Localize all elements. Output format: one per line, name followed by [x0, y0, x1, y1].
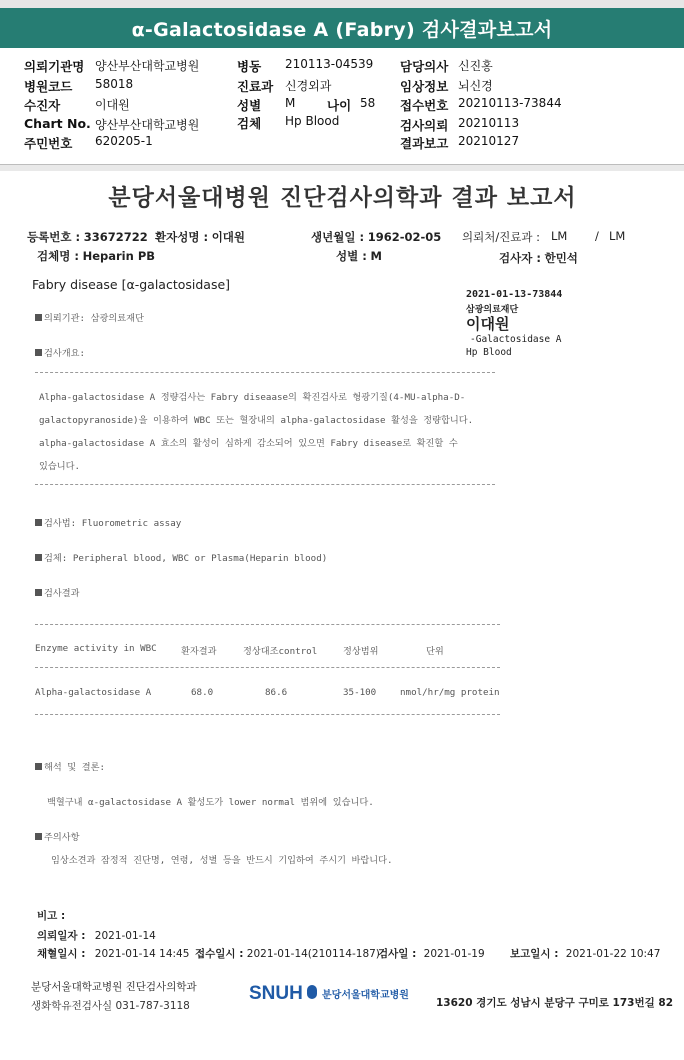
code-value: 58018 [95, 77, 134, 91]
patient-label: 수진자 [24, 98, 61, 113]
table-cell: Alpha-galactosidase A [35, 687, 152, 698]
ref-sep: / [595, 229, 599, 243]
spec-label: 검체명 : [37, 249, 79, 263]
institution-value: 양산부산대학교병원 [95, 59, 200, 73]
clinical-value: 뇌신경 [458, 79, 493, 93]
specimen-label: 검체 [237, 116, 262, 131]
sticker-number: 2021-01-13-73844 [466, 289, 563, 300]
request-label: 검사의뢰 [400, 118, 449, 133]
method-line-text: 검사법: Fluorometric assay [44, 518, 182, 529]
footer-address: 13620 경기도 성남시 분당구 구미로 173번길 82 [436, 997, 673, 1009]
overview-line: galactopyranoside)을 이용하여 WBC 또는 혈장내의 alpha-galactosidase 활성을 정량합니다. [39, 415, 474, 426]
caution-title-text: 주의사항 [44, 832, 80, 843]
institution-line-text: 의뢰기관: 삼광의료재단 [44, 313, 144, 324]
receipt-value: 20210113-73844 [458, 96, 562, 110]
divider [35, 372, 495, 373]
overview-line: Alpha-galactosidase A 정량검사는 Fabry diseaase의 확진검사로 형광기질(4-MU-alpha-D- [39, 392, 466, 403]
result-title-text: 검사결과 [44, 588, 80, 599]
report-date [510, 946, 660, 961]
req-date-value: 2021-01-14 [94, 930, 156, 942]
sticker-name: 이대원 [466, 315, 510, 333]
note-label: 비고 : [37, 910, 66, 922]
ref-value-1: LM [551, 229, 568, 243]
doc-sex-value: M [370, 249, 382, 263]
divider [35, 484, 495, 485]
ref-dept-label: 의뢰처/진료과 : [462, 230, 541, 244]
table-cell: 35-100 [343, 687, 377, 698]
doc-sex-label: 성별 : [336, 249, 367, 263]
logo-hospital: 분당서울대학교병원 [322, 990, 409, 1001]
chart-value: 양산부산대학교병원 [95, 118, 200, 132]
patient-info-panel [0, 50, 684, 165]
name-value: 이대원 [211, 230, 246, 244]
examiner-label: 검사자 : [499, 251, 541, 265]
dob-value: 1962-02-05 [367, 230, 442, 244]
table-header: 정상범위 [343, 646, 379, 657]
caution-title [35, 829, 80, 843]
table-header: 정상대조control [243, 646, 318, 657]
ward-label: 병동 [237, 59, 262, 74]
req-date-label: 의뢰일자 : [37, 930, 86, 942]
spec-name [37, 248, 155, 264]
dob-label: 생년월일 : [311, 230, 365, 244]
institution-label: 의뢰기관명 [24, 59, 85, 74]
footer-dept: 분당서울대학교병원 진단검사의학과 [31, 981, 197, 993]
sex-value: M [285, 96, 296, 110]
interp-text: 백혈구내 α-galactosidase A 활성도가 lower normal 범위에 있습니다. [47, 797, 374, 808]
ref-value-2: LM [609, 229, 626, 243]
dept-value: 신경외과 [285, 79, 332, 93]
top-strip [0, 0, 684, 8]
report-date-label: 보고일시 : [510, 948, 559, 960]
reg-no [27, 229, 148, 245]
sex [336, 248, 382, 264]
specimen-line-text: 검체: Peripheral blood, WBC or Plasma(Heparin blood) [44, 553, 328, 564]
test-date-label: 검사일 : [378, 948, 417, 960]
collect-label: 채혈일시 : [37, 948, 86, 960]
table-top-rule [35, 624, 500, 625]
ward-value: 210113-04539 [285, 57, 374, 71]
test-name: Fabry disease [α-galactosidase] [32, 277, 231, 292]
overview-line: alpha-galactosidase A 효소의 활성이 심하게 감소되어 있으면 Fabry disease로 확진할 수 [39, 438, 458, 449]
reg-value: 33672722 [83, 230, 148, 244]
table-cell: 68.0 [191, 687, 214, 698]
chart-label: Chart No. [24, 116, 91, 131]
logo-text: SNUH [249, 983, 303, 1004]
table-bottom-rule [35, 714, 500, 715]
clinical-label: 임상정보 [400, 79, 449, 94]
caution-text: 임상소견과 잠정적 진단명, 연령, 성별 등을 반드시 기입하여 주시기 바랍니다. [51, 855, 393, 866]
interp-title [35, 759, 105, 773]
table-cell: nmol/hr/mg protein [400, 687, 500, 698]
report-label: 결과보고 [400, 136, 449, 151]
reg-label: 등록번호 : [27, 230, 81, 244]
institution-line [35, 310, 144, 324]
sex-label: 성별 [237, 98, 262, 113]
table-cell: 86.6 [265, 687, 288, 698]
report-banner [0, 8, 684, 48]
sticker-test: -Galactosidase A [470, 334, 562, 345]
sticker-specimen: Hp Blood [466, 347, 512, 358]
patient-value: 이대원 [95, 98, 130, 112]
overview-title-text: 검사개요: [44, 348, 86, 359]
table-header: Enzyme activity in WBC [35, 643, 157, 654]
banner-title: α-Galactosidase A (Fabry) 검사결과보고서 [131, 18, 553, 41]
receive-value: 2021-01-14(210114-187) [246, 948, 380, 960]
table-header: 단위 [426, 646, 444, 657]
specimen-line [35, 550, 327, 564]
test-date [378, 946, 485, 961]
receipt-label: 접수번호 [400, 98, 449, 113]
report-date-value: 2021-01-22 10:47 [565, 948, 661, 960]
report-title: 분당서울대병원 진단검사의학과 결과 보고서 [108, 185, 577, 211]
scanned-report [5, 171, 680, 1060]
request-value: 20210113 [458, 116, 520, 130]
examiner-value: 한민석 [544, 251, 578, 265]
footer-lab: 생화학유전검사실 031-787-3118 [31, 1000, 190, 1012]
interp-title-text: 해석 및 결론: [44, 762, 105, 773]
request-date [37, 928, 156, 943]
doctor-label: 담당의사 [400, 59, 449, 74]
table-header: 환자결과 [181, 646, 217, 657]
dept-label: 진료과 [237, 79, 274, 94]
specimen-value: Hp Blood [285, 114, 340, 128]
rrn-value: 620205-1 [95, 134, 153, 148]
table-header-rule [35, 667, 500, 668]
patient-name [155, 229, 245, 245]
method-line [35, 515, 181, 529]
test-date-value: 2021-01-19 [423, 948, 485, 960]
collect-date [37, 946, 189, 961]
logo-mark-icon [307, 985, 317, 999]
result-title [35, 585, 80, 599]
examiner [499, 250, 578, 266]
spec-value: Heparin PB [82, 249, 156, 263]
receive-date [195, 946, 380, 961]
doctor-value: 신진홍 [458, 59, 493, 73]
sticker-org: 삼광의료재단 [466, 305, 519, 315]
snuh-logo [249, 983, 419, 1009]
overview-title [35, 345, 85, 359]
report-value: 20210127 [458, 134, 520, 148]
dob [311, 229, 441, 245]
rrn-label: 주민번호 [24, 136, 73, 151]
receive-label: 접수일시 : [195, 948, 244, 960]
code-label: 병원코드 [24, 79, 73, 94]
specimen-label-sticker [460, 281, 602, 359]
collect-value: 2021-01-14 14:45 [94, 948, 190, 960]
age-label: 나이 [327, 98, 352, 113]
name-label: 환자성명 : [155, 230, 209, 244]
overview-line: 있습니다. [39, 461, 81, 472]
age-value: 58 [360, 96, 376, 110]
